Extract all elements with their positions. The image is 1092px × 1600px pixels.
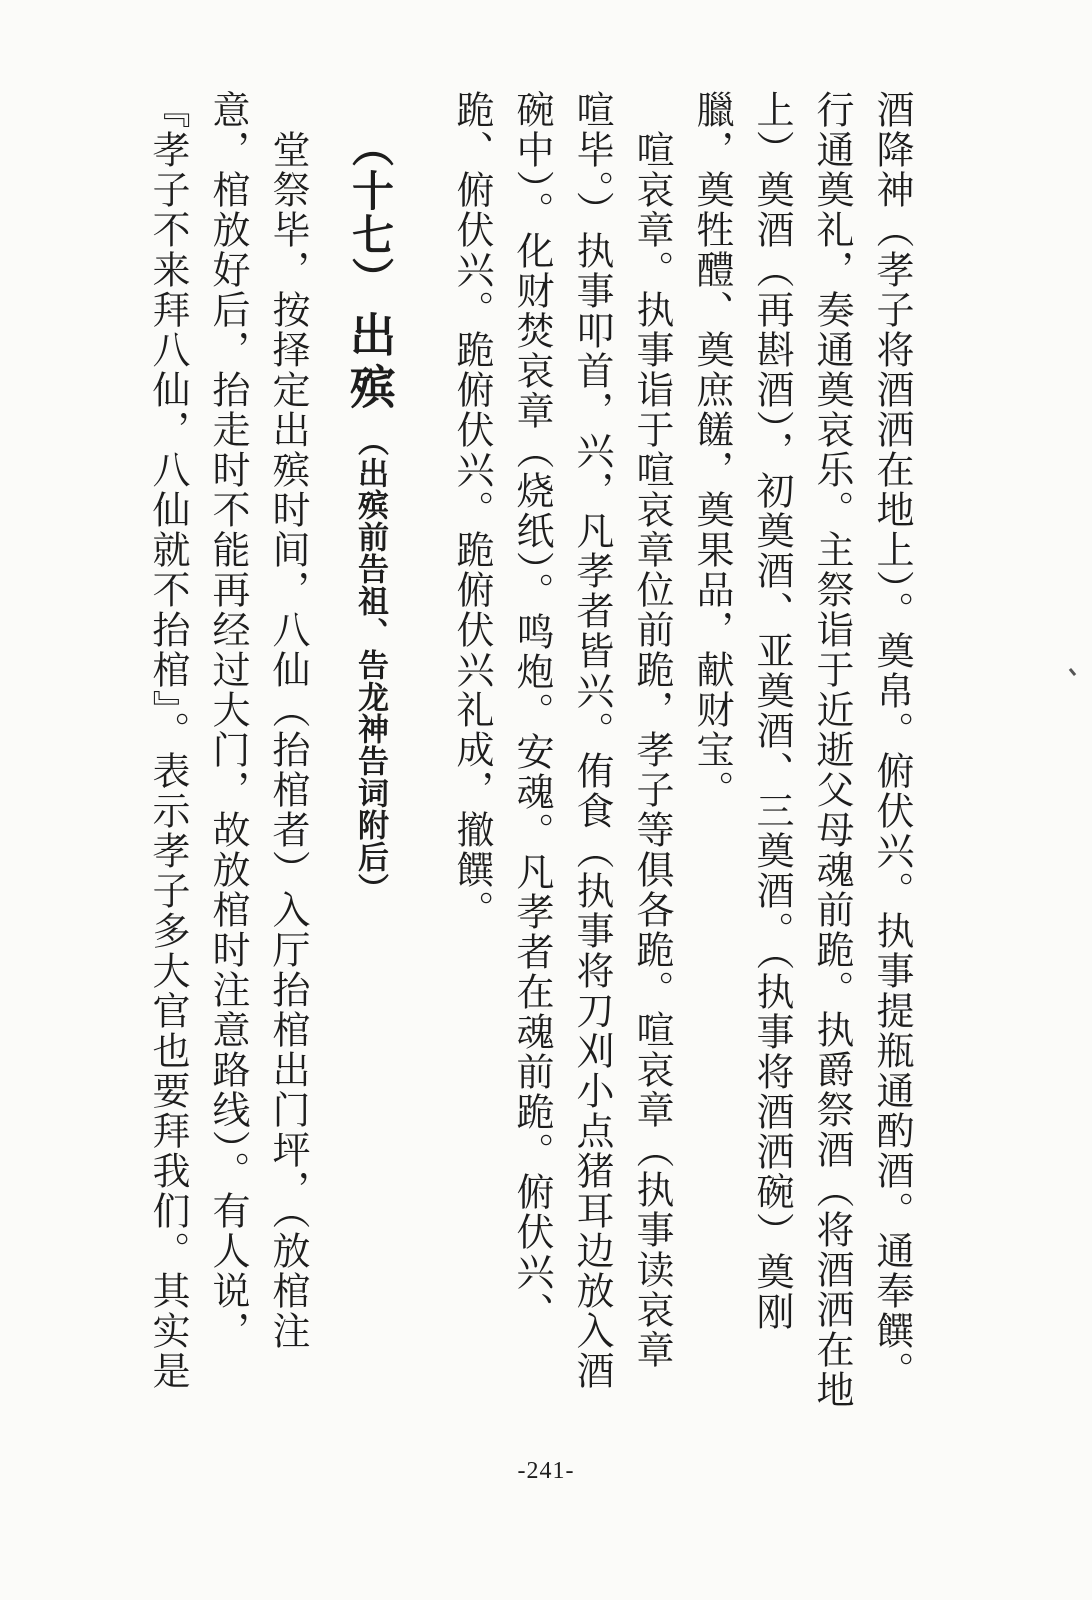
text-column-2: 行通奠礼，奏通奠哀乐。主祭诣于近逝父母魂前跪。执爵祭酒（将酒洒在地 <box>810 90 854 1410</box>
section-number: （十七） <box>346 125 395 301</box>
section-heading <box>338 125 402 905</box>
text-column-5: 喧哀章。执事诣于喧哀章位前跪，孝子等俱各跪。喧哀章（执事读哀章 <box>630 130 674 1370</box>
text-column-10: 意，棺放好后，抬走时不能再经过大门，故放棺时注意路线）。有人说， <box>206 90 250 1351</box>
text-column-6: 喧毕。）执事叩首，兴，凡孝者皆兴。侑食（执事将刀刈小点猪耳边放入酒 <box>570 90 614 1391</box>
section-subtitle: （出殡前告祖、告龙神告词附后） <box>352 425 388 905</box>
page-number: -241- <box>517 1458 575 1484</box>
text-column-1: 酒降神（孝子将酒洒在地上）。奠帛。俯伏兴。执事提瓶通酌酒。通奉饌。 <box>870 90 914 1391</box>
text-column-8: 跪、俯伏兴。跪俯伏兴。跪俯伏兴礼成，撤饌。 <box>450 90 494 930</box>
text-column-7: 碗中）。化财焚哀章（烧纸）。鸣炮。安魂。凡孝者在魂前跪。俯伏兴、 <box>510 90 554 1332</box>
text-column-4: 臘，奠牲醴、奠庶饈，奠果品，献财宝。 <box>690 90 734 810</box>
text-column-9: 堂祭毕，按择定出殡时间，八仙（抬棺者）入厅抬棺出门坪，（放棺注 <box>266 130 310 1351</box>
scan-speck <box>1069 668 1076 676</box>
section-title: 出殡 <box>343 311 397 415</box>
text-column-3: 上）奠酒（再斟酒），初奠酒、亚奠酒、三奠酒。（执事将酒洒碗）奠刚 <box>750 90 794 1332</box>
text-column-11: 『孝子不来拜八仙，八仙就不抬棺』。表示孝子多大官也要拜我们。其实是 <box>146 90 190 1391</box>
